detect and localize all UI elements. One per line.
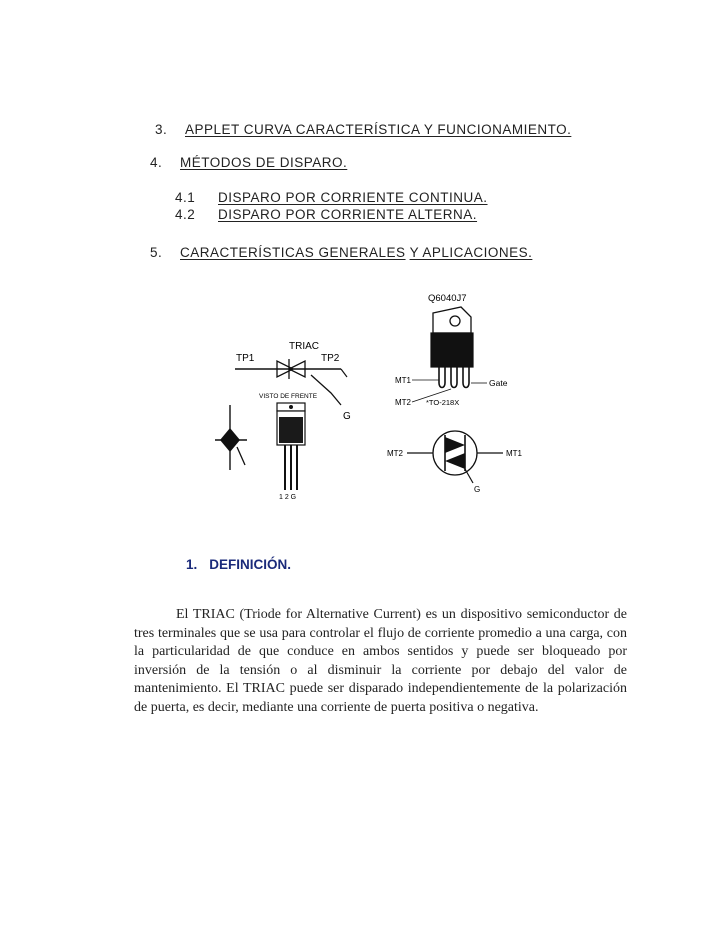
toc-link-continua[interactable]: DISPARO POR CORRIENTE CONTINUA.: [218, 190, 488, 205]
symbol-arrow-down: [220, 440, 240, 452]
section-title: DEFINICIÓN.: [209, 557, 292, 572]
toc-link-applet[interactable]: APPLET CURVA CARACTERÍSTICA Y FUNCIONAMIENTO.: [185, 122, 572, 137]
to218-pin-mt2: [451, 367, 457, 388]
part-number: Q6040J7: [428, 293, 467, 304]
toc-link-metodos[interactable]: MÉTODOS DE DISPARO.: [180, 155, 348, 170]
mt2-label-sym: MT2: [387, 449, 403, 458]
definition-paragraph: [134, 606, 627, 717]
package-body-fill: [279, 417, 303, 443]
visto-label: VISTO DE FRENTE: [259, 393, 318, 400]
tp2-lead: [341, 369, 347, 377]
gate-label: Gate: [489, 378, 508, 388]
g-label-sym: G: [474, 485, 481, 494]
to218-pin-mt1: [439, 367, 445, 388]
section-heading-definicion: [186, 557, 291, 572]
toc-number: 4.1: [175, 190, 196, 205]
to218-body: [431, 333, 473, 367]
toc-link-aplicaciones[interactable]: Y APLICACIONES.: [409, 245, 533, 260]
sym-circle: [433, 431, 477, 475]
gate-label-left: G: [343, 411, 351, 422]
package-label: *TO-218X: [426, 398, 460, 407]
mt2-label-top: MT2: [395, 398, 411, 407]
package-hole: [289, 405, 293, 409]
section-number: 1.: [186, 557, 198, 572]
to218-hole: [450, 316, 460, 326]
definition-text: El TRIAC (Triode for Alternative Current) es un dispositivo semiconductor de tres terminales que se usa para controlar el flujo de corriente promedio a una carga, con la particularidad de que conduce en ambos sentidos y puede ser bloqueado por inversión de la tensión o al disminuir la corriente por debajo del valor de mantenimiento. El TRIAC puede ser disparado independientemente de la polarización de puerta, es decir, mediante una corriente de puerta positiva o negativa.: [134, 607, 627, 715]
triac-figure: [215, 285, 535, 515]
symbol-gate: [237, 447, 245, 465]
toc-number: 4.: [150, 155, 163, 170]
triac-gate-lead: [311, 375, 341, 405]
toc-number: 5.: [150, 245, 163, 260]
sym-gate-wire: [465, 469, 473, 483]
pins-label: 1 2 G: [279, 494, 297, 501]
toc-link-caracteristicas[interactable]: CARACTERÍSTICAS GENERALES: [180, 245, 406, 260]
to218-pin-gate: [463, 367, 469, 388]
tp1-label: TP1: [236, 353, 255, 364]
mt1-label-top: MT1: [395, 376, 411, 385]
tp2-label: TP2: [321, 353, 340, 364]
symbol-arrow-up: [220, 428, 240, 440]
toc-number: 3.: [155, 122, 168, 137]
toc-link-alterna[interactable]: DISPARO POR CORRIENTE ALTERNA.: [218, 207, 478, 222]
toc-number: 4.2: [175, 207, 196, 222]
triac-label: TRIAC: [289, 341, 319, 352]
mt1-label-sym: MT1: [506, 449, 522, 458]
